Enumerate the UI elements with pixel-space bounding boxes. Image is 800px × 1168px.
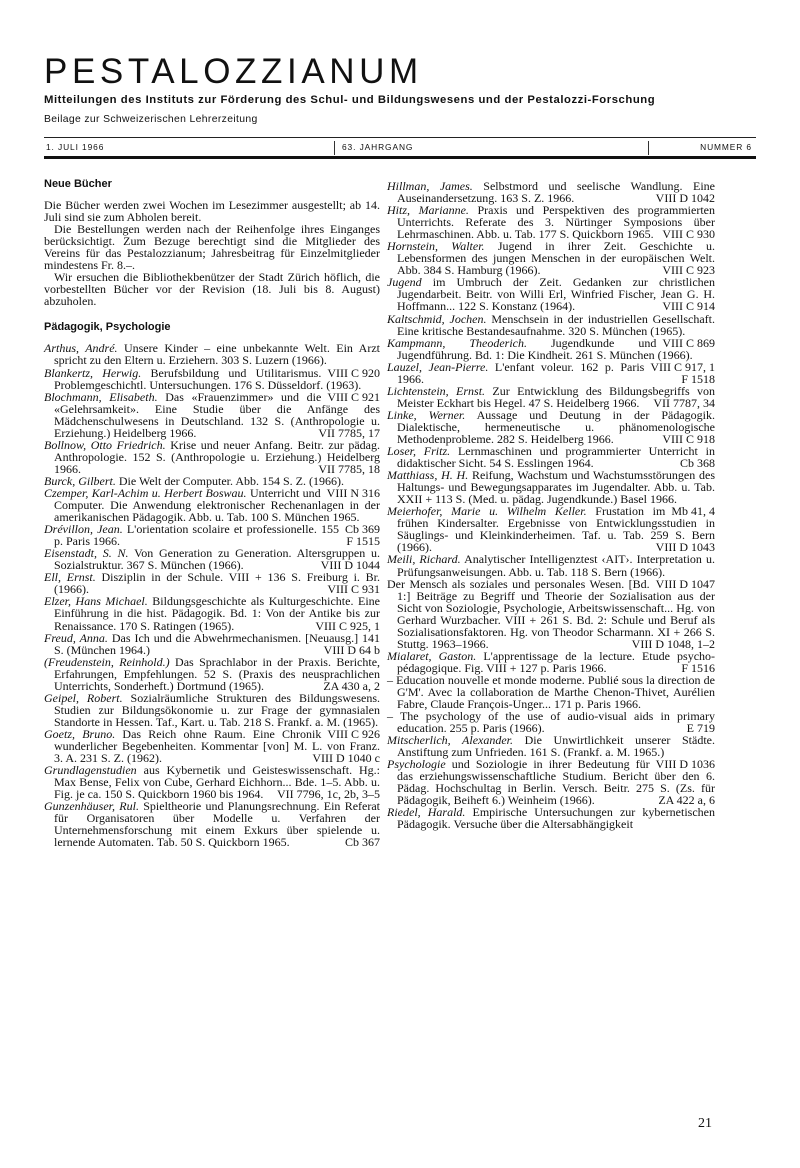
entry-author: Eisenstadt, S. N. [44, 546, 129, 561]
entry-shelfmark: VII 7796, 1c, 2b, 3–5 [277, 787, 380, 802]
bibliography-entry [44, 595, 380, 631]
entry-author: Ell, Ernst. [44, 570, 96, 585]
intro-paragraph: Die Bestellungen werden nach der Reihenfolge ihres Einganges berücksichtigt. Zum Bezuge berechtigt sind die Mitglieder des Vereins für das Pestalozzianum; Jahresbeitrag für Einzelmitglieder mindestens Fr. 8.–. [44, 222, 380, 273]
bibliography-entry [387, 710, 715, 734]
bibliography-entry [44, 523, 380, 547]
masthead-subtitle: Mitteilungen des Instituts zur Förderung des Schul- und Bildungswesens und der Pestalozzi-Forschung [44, 94, 656, 106]
info-separator [334, 141, 335, 155]
masthead-title: PESTALOZZIANUM [44, 52, 423, 91]
entry-text: und Soziologie in ihrer Bedeutung für das erziehungswissenschaftliche Studium. Bericht über den 6. Pädag. Hochschultag in Berlin. Versch. Beitr. 275 S. (Zs. für Pädagogik, Beiheft 6.) Weinheim (1966). [397, 757, 715, 808]
bibliography-entry [387, 180, 715, 204]
entry-shelfmark: VII 7787, 34 [653, 395, 715, 410]
entry-author: Lichtenstein, Ernst. [387, 383, 486, 398]
entry-shelfmark: VIII D 1043 [655, 540, 715, 555]
bibliography-entry [387, 385, 715, 409]
right-entry-list [387, 180, 715, 831]
entry-shelfmark: VIII C 921 [327, 389, 380, 404]
entry-author: Hitz, Marianne. [387, 203, 469, 218]
entry-text: Von Generation zu Generation. Altersgruppen u. Sozialstruktur. 367 S. München (1966). [54, 546, 380, 573]
entry-text: L'orientation scolaire et professionelle. 155 p. Paris 1966. [54, 522, 339, 549]
entry-author: Hillman, James. [387, 179, 473, 193]
entry-author: Lauzel, Jean-Pierre. [387, 359, 489, 374]
header-rule-top [44, 137, 756, 138]
page-number: 21 [698, 1116, 712, 1131]
intro-paragraph: Die Bücher werden zwei Wochen im Lesezimmer ausgestellt; ab 14. Juli sind sie zum Abholen bereit. [44, 198, 380, 225]
issue-date: 1. JULI 1966 [46, 142, 105, 152]
entry-text: Unterricht und Computer. Die Anwendung elektronischer Rechenanlagen in der amerikanischen Pädagogik. Abb. u. Tab. 100 S. München 1965. [54, 485, 380, 525]
bibliography-entry [387, 552, 716, 591]
header-rule-bottom [44, 156, 756, 159]
entry-text: Jugendkunde und Jugendführung. Bd. 1: Die Kindheit. 261 S. München (1966). [397, 335, 693, 362]
left-entry-list [44, 342, 380, 848]
entry-text: Die Welt der Computer. Abb. 154 S. Z. (1966). [118, 473, 344, 488]
entry-text: L'apprentissage de la lecture. Etude psycho-pédagogique. Fig. VIII + 127 p. Paris 1966. [397, 648, 716, 675]
entry-text: L'enfant voleur. 162 p. Paris 1966. [397, 359, 645, 386]
entry-author: Arthus, André. [44, 341, 118, 356]
entry-author: Burck, Gilbert. [44, 473, 116, 488]
entry-text: Selbstmord und seelische Wandlung. Eine Auseinandersetzung. 163 S. Z. 1966. [397, 179, 716, 206]
entry-shelfmark: F 1518 [681, 371, 715, 386]
entry-text: im Umbruch der Zeit. Gedanken zur christlichen Jugendarbeit. Beitr. von Willi Erl, Winfried Fischer, Jean G. H. Hoffmann... 122 S. Konstanz (1964). [397, 275, 715, 314]
entry-author: Czemper, Karl-Achim u. Herbert Boswau. [44, 485, 247, 500]
entry-author: Goetz, Bruno. [44, 726, 116, 741]
entry-author: Linke, Werner. [387, 407, 466, 422]
bibliography-entry [44, 439, 380, 475]
entry-shelfmark: VIII C 926 [327, 726, 380, 741]
entry-text: Das Ich und die Abwehrmechanismen. [Neuausg.] 141 S. (München 1964.) [54, 630, 381, 657]
entry-shelfmark: VIII C 923 [662, 263, 715, 278]
entry-text: Das Reich ohne Raum. Eine Chronik wunderlicher Begebenheiten. Kommentar [von] M. L. von Franz. 3. A. 231 S. Z. (1962). [54, 726, 380, 766]
bibliography-entry [387, 240, 715, 276]
entry-author: Meierhofer, Marie u. Wilhelm Keller. [387, 504, 587, 519]
entry-text: Unsere Kinder – eine unbekannte Welt. Ein Arzt spricht zu den Eltern u. Erziehern. 303 S. Luzern (1966). [54, 341, 380, 368]
entry-author: Elzer, Hans Michael. [44, 594, 148, 609]
entry-text: aus Kybernetik und Geisteswissenschaft. Hg.: Max Bense, Felix von Cube, Gerhard Eichhorn... Bde. 1–5. Abb. u. Fig. je ca. 150 S. Quickborn 1960 bis 1964. [54, 763, 381, 802]
entry-shelfmark: VIII N 316 [326, 485, 380, 500]
entry-shelfmark: VIII D 1042 [655, 191, 715, 206]
entry-author: Loser, Fritz. [387, 444, 451, 459]
bibliography-entry [44, 632, 380, 656]
bibliography-entry [387, 674, 715, 710]
entry-shelfmark: Cb 368 [679, 456, 715, 471]
entry-shelfmark: E 719 [686, 721, 715, 736]
entry-shelfmark: VIII C 931 [327, 582, 380, 597]
left-column [44, 174, 380, 848]
entry-shelfmark: VIII D 1040 c [312, 751, 380, 766]
entry-text: Lernmaschinen und programmierter Unterricht in didaktischer Sicht. 54 S. Esslingen 1964. [397, 444, 715, 471]
entry-shelfmark: VII 7785, 17 [318, 425, 380, 440]
bibliography-entry [387, 806, 715, 830]
entry-text: – The psychology of the use of audio-visual aids in primary education. 255 p. Paris (1966). [387, 709, 715, 736]
masthead-supplement: Beilage zur Schweizerischen Lehrerzeitung [44, 114, 258, 125]
entry-shelfmark: VIII D 1047 [655, 576, 715, 591]
entry-shelfmark: VIII C 918 [662, 431, 715, 446]
entry-shelfmark: VIII C 869 [662, 335, 715, 350]
bibliography-entry [44, 656, 380, 692]
entry-author: Drévillon, Jean. [44, 522, 123, 537]
entry-shelfmark: VIII D 1048, 1–2 [631, 636, 715, 651]
entry-text: Das Sprachlabor in der Praxis. Berichte, Erfahrungen, Empfehlungen. 52 S. (Praxis des neusprachlichen Unterrichts, Sonderheft.) Dortmund (1965). [54, 654, 381, 693]
entry-text: – Education nouvelle et monde moderne. Publié sous la direction de G'M'. Avec la collaboration de Marthe Chenon-Thivet, Aurélien Fabre, Claude François-Unger... 171 p. Paris 1966. [387, 672, 715, 712]
bibliography-entry [387, 204, 715, 240]
entry-author: Meili, Richard. [387, 552, 461, 567]
issue-info-bar [44, 141, 756, 155]
entry-shelfmark: ZA 430 a, 2 [323, 678, 380, 693]
entry-text: Sozialräumliche Strukturen des Bildungswesens. Studien zur Bildungsökonomie u. zur Frage der gymnasialen Standorte in Hessen. Taf., Kart. u. Tab. 218 S. Frankf. a. M. (1965). [54, 690, 380, 729]
entry-author: Mitscherlich, Alexander. [387, 733, 514, 748]
entry-text: Jugend in ihrer Zeit. Geschichte u. Lebensformen des jungen Menschen in der europäischen Welt. Abb. 384 S. Hamburg (1966). [397, 239, 716, 278]
bibliography-entry [44, 764, 380, 800]
entry-shelfmark: VIII C 917, 1 [650, 359, 715, 374]
entry-author: Freud, Anna. [44, 630, 108, 645]
entry-text: Die Unwirtlichkeit unserer Städte. Anstiftung zum Unfrieden. 161 S. (Frankf. a. M. 1965.) [397, 733, 716, 760]
entry-shelfmark: F 1516 [681, 660, 715, 675]
bibliography-entry [44, 571, 380, 595]
entry-text: Krise und neuer Anfang. Beitr. zur pädag. Anthropologie. 152 S. (Anthropologie u. Erziehung.) Heidelberg 1966. [54, 437, 380, 476]
entry-shelfmark: VIII D 64 b [323, 642, 380, 657]
entry-text: Zur Entwicklung des Bildungsbegriffs von Meister Eckhart bis Hegel. 47 S. Heidelberg 1966. [397, 383, 716, 410]
bibliography-entry [44, 547, 380, 571]
issue-number: NUMMER 6 [700, 142, 752, 152]
bibliography-entry [387, 578, 715, 650]
entry-shelfmark: VIII C 925, 1 [315, 618, 380, 633]
entry-author: Mialaret, Gaston. [387, 648, 477, 663]
entry-text: Disziplin in der Schule. VIII + 136 S. Freiburg i. Br. (1966). [54, 570, 380, 597]
entry-text: Berufsbildung und Utilitarismus. Problemgeschichtl. Untersuchungen. 176 S. Düsseldorf. (1963). [54, 365, 362, 392]
entry-author: Blochmann, Elisabeth. [44, 389, 158, 404]
entry-author: Kampmann, Theoderich. [387, 335, 527, 350]
entry-shelfmark: Cb 369 [344, 522, 380, 537]
section-heading-paedagogik: Pädagogik, Psychologie [44, 321, 171, 334]
entry-shelfmark: Mb 41, 4 [671, 504, 715, 519]
entry-author: Blankertz, Herwig. [44, 365, 142, 380]
bibliography-entry [387, 409, 715, 445]
entry-text: Spieltheorie und Planungsrechnung. Ein Referat für Organisatoren über Modelle u. Verfahren der Unternehmensforschung mit einem Exkurs über spielende u. lernende Automaten. Tab. 50 S. Quickborn 1965. [54, 799, 381, 850]
entry-author: Geipel, Robert. [44, 690, 123, 705]
entry-shelfmark: F 1515 [346, 534, 380, 549]
entry-shelfmark: VII 7785, 18 [318, 461, 380, 476]
right-column [387, 180, 715, 831]
entry-author: Grundlagenstudien [44, 763, 137, 778]
entry-author: Gunzenhäuser, Rul. [44, 799, 139, 814]
entry-shelfmark: VIII D 1036 [655, 757, 715, 772]
entry-text: Das «Frauenzimmer» und die «Gelehrsamkeit». Eine Studie über die Anfänge des Mädchenschulwesens in Deutschland. 132 S. (Anthropologie u. Erziehung.) Heidelberg 1966. [54, 389, 380, 440]
entry-author: (Freudenstein, Reinhold.) [44, 654, 170, 669]
entry-author: Hornstein, Walter. [387, 239, 485, 254]
entry-author: Bollnow, Otto Friedrich. [44, 437, 166, 452]
entry-shelfmark: ZA 422 a, 6 [658, 793, 715, 808]
entry-author: Riedel, Harald. [387, 805, 466, 820]
entry-shelfmark: VIII C 920 [327, 365, 380, 380]
entry-shelfmark: VIII C 914 [662, 299, 715, 314]
entry-shelfmark: Cb 367 [344, 835, 380, 850]
entry-text: Analytischer Intelligenztest ‹AIT›. Interpretation u. Prüfungsanweisungen. Abb. u. Tab. 118 S. Bern (1966). [397, 552, 716, 579]
entry-text: Bildungsgeschichte als Kulturgeschichte. Eine Einführung in die hist. Pädagogik. Bd. 1: Von der Antike bis zur Renaissance. 170 S. Ratingen (1965). [54, 594, 380, 633]
entry-text: Aussage und Deutung in der Pädagogik. Dialektische, hermeneutische u. phänomenologische Methodenprobleme. 282 S. Heidelberg 1966. [397, 407, 715, 446]
entry-author: Psychologie [387, 757, 446, 772]
entry-text: Der Mensch als soziales und personales Wesen. [Bd. 1:] Beiträge zu Begriff und Theorie der Sozialisation aus der Sicht von Soziologie, Psychologie, Arbeitswissenschaft... Hg. von Gerhard Wurzbacher. VIII + 261 S. Bd. 2: Schule und Beruf als Sozialisationsfaktoren. Hg. von Theodor Scharmann. XI + 266 S. Stuttg. 1963–1966. [387, 576, 715, 651]
entry-shelfmark: VIII D 1044 [320, 558, 380, 573]
entry-text: Reifung, Wachstum und Wachstumsstörungen des Haltungs- und Bewegungsapparates im Jugendalter. Abb. u. Tab. XXII + 113 S. (Med. u. pädag. Jugendkunde.) Basel 1966. [397, 468, 716, 507]
intro-paragraph: Wir ersuchen die Bibliothekbenützer der Stadt Zürich höflich, die vorbestellten Bücher vor der Revision (18. Juli bis 8. August) abzuholen. [44, 270, 380, 309]
bibliography-entry [387, 650, 715, 674]
entry-text: Praxis und Perspektiven des programmierten Unterrichts. Referate des 3. Nürtinger Symposions über Lehrmaschinen. Abb. u. Tab. 177 S. Quickborn 1965. [397, 203, 715, 242]
bibliography-entry [387, 276, 715, 312]
entry-author: Matthiass, H. H. [387, 468, 469, 483]
issue-volume: 63. JAHRGANG [342, 142, 414, 152]
bibliography-entry [387, 445, 715, 469]
bibliography-entry [44, 800, 380, 848]
entry-text: Frustation im frühen Kindersalter. Ergebnisse von Entwicklungsstudien in Säuglings- und Kleinkinderheimen. Taf. u. Tab. 259 S. Bern (1966). [397, 504, 715, 555]
entry-text: Menschsein in der industriellen Gesellschaft. Eine kritische Bestandesaufnahme. 320 S. München (1965). [397, 311, 715, 338]
section-heading-neue-buecher: Neue Bücher [44, 178, 112, 190]
info-separator [648, 141, 649, 155]
entry-author: Kaltschmid, Jochen. [387, 311, 487, 326]
entry-shelfmark: VIII C 930 [662, 227, 715, 242]
entry-text: Empirische Untersuchungen zur kybernetischen Pädagogik. Versuche über die Altersabhängigkeit [397, 805, 715, 832]
entry-author: Jugend [387, 275, 422, 290]
